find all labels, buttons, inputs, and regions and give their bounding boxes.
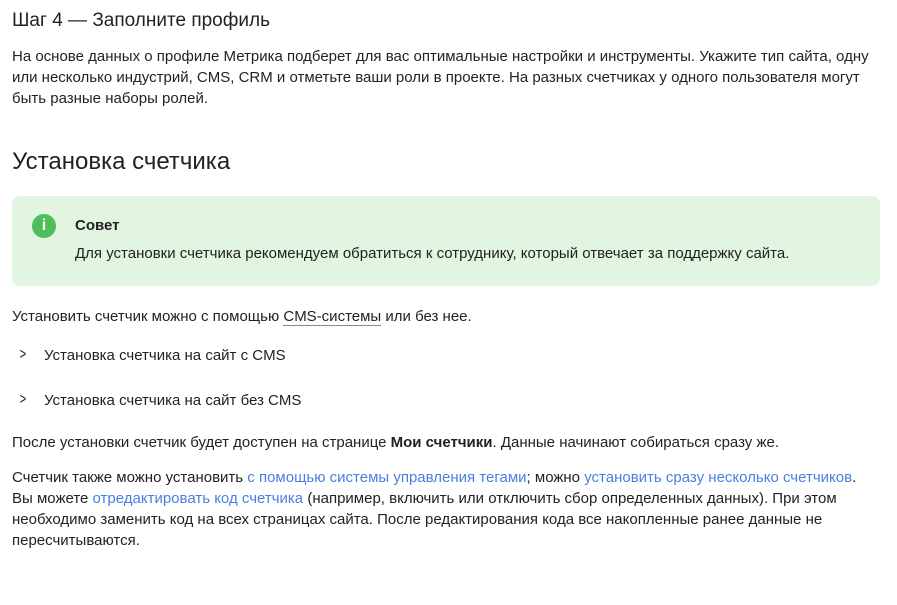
tag-manager-link[interactable]: с помощью системы управления тегами: [247, 469, 527, 486]
accordion-label: Установка счетчика на сайт с CMS: [44, 346, 286, 364]
multiple-counters-link[interactable]: установить сразу несколько счетчиков: [584, 469, 853, 486]
text: . Данные начинают собираться сразу же.: [492, 434, 780, 451]
chevron-right-icon: >: [19, 391, 27, 408]
accordion-cms[interactable]: [12, 346, 286, 364]
step-title: Шаг 4 — Заполните профиль: [12, 10, 270, 31]
step-description: На основе данных о профиле Метрика подберет для вас оптимальные настройки и инструменты. Укажите тип сайта, одну или несколько индустрий, CMS, CRM и отметьте ваши роли в проекте. На разных счетчиках у одного пользователя могут быть разные наборы ролей.: [12, 48, 869, 107]
text: Установить счетчик можно с помощью: [12, 308, 284, 325]
text: Счетчик также можно установить: [12, 469, 248, 486]
tip-box: [12, 196, 880, 286]
text: .: [852, 469, 857, 486]
cms-term[interactable]: CMS-системы: [283, 308, 382, 325]
text: Вы можете: [12, 490, 93, 507]
text: ; можно: [526, 469, 585, 486]
my-counters-label: Мои счетчики: [390, 434, 493, 451]
tip-title: Совет: [75, 217, 120, 234]
install-text: [12, 306, 472, 327]
text: (например, включить или отключить сбор определенных данных). При этом необходимо заменить код на всех страницах сайта. После редактирования кода все накопленные ранее данные не пересчитываются.: [12, 490, 837, 549]
text: После установки счетчик будет доступен на странице: [12, 434, 391, 451]
accordion-label: Установка счетчика на сайт без CMS: [44, 391, 302, 409]
after-install-text: [12, 432, 779, 453]
info-icon: i: [32, 214, 56, 238]
section-title: Установка счетчика: [12, 148, 231, 175]
edit-code-link[interactable]: отредактировать код счетчика: [92, 490, 304, 507]
text: или без нее.: [381, 308, 472, 325]
chevron-right-icon: >: [19, 346, 27, 363]
tip-text: Для установки счетчика рекомендуем обратиться к сотруднику, который отвечает за поддержку сайта.: [75, 245, 790, 262]
accordion-no-cms[interactable]: [12, 391, 301, 409]
more-text: [12, 467, 872, 551]
